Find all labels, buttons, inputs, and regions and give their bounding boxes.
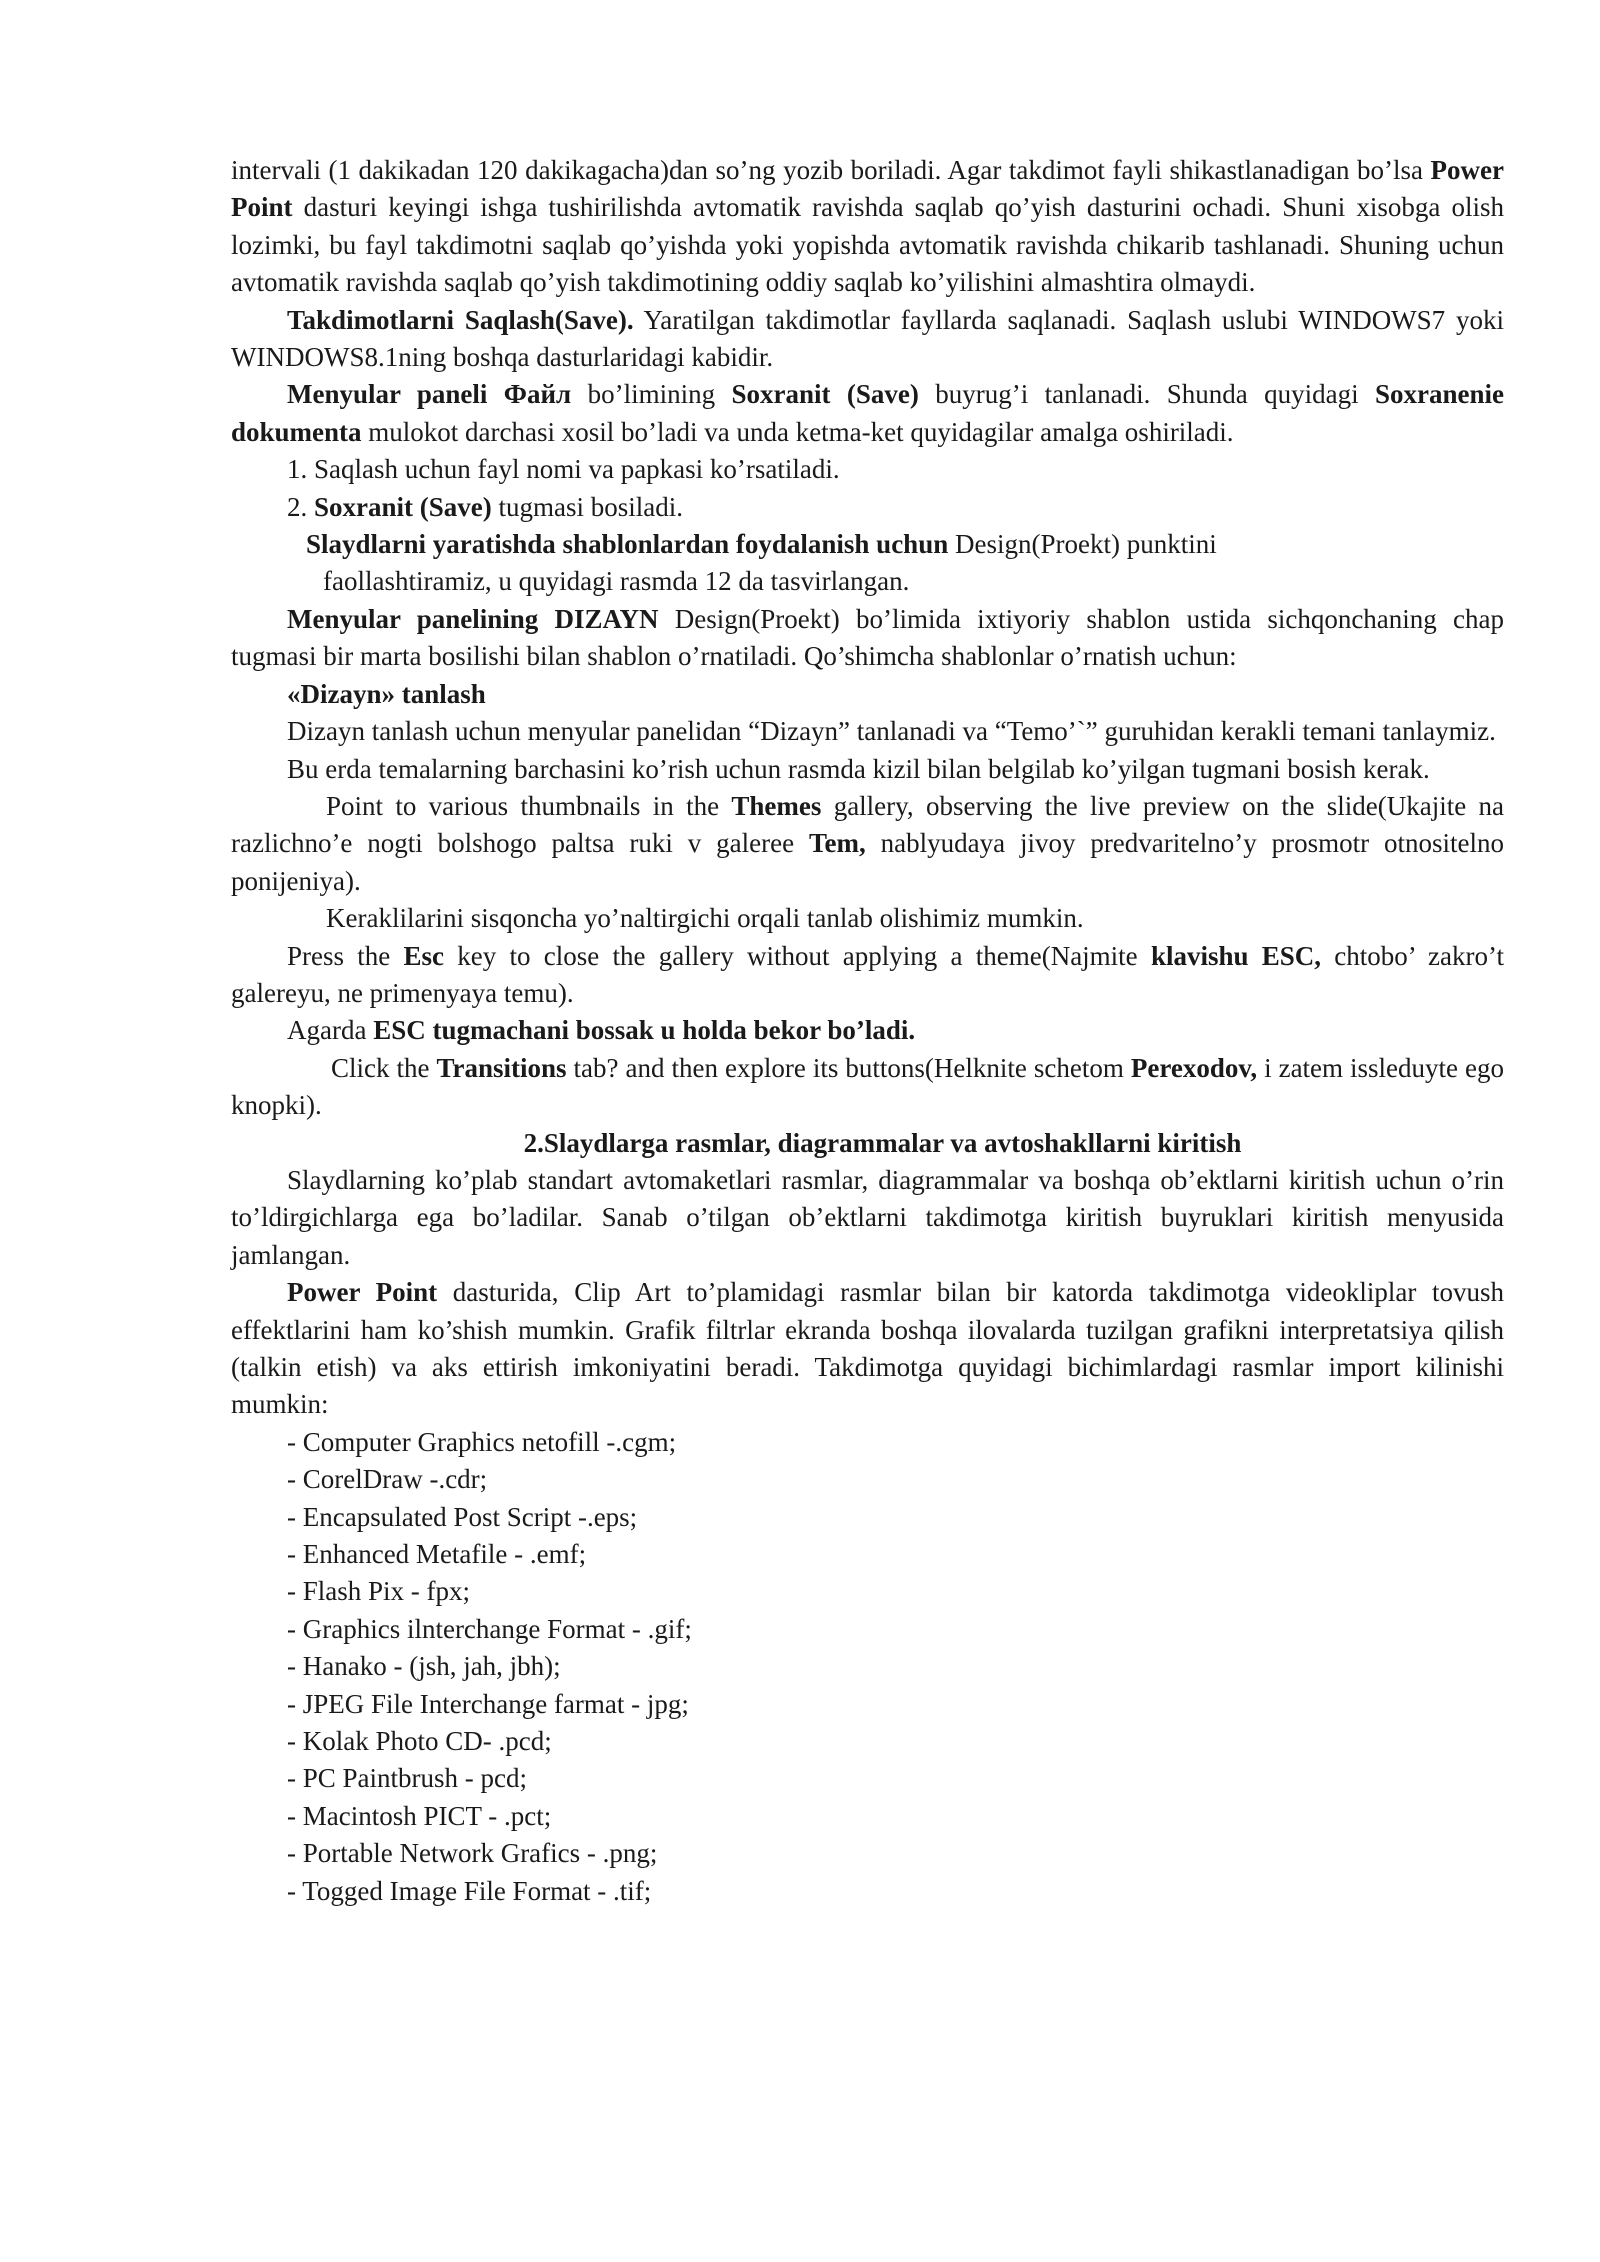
numbered-step-2: 2. Soxranit (Save) tugmasi bosiladi. bbox=[287, 491, 683, 522]
bold-term: Power Point bbox=[231, 155, 1504, 223]
paragraph-automaket: Slaydlarning ko’plab standart avtomaketlari rasmlar, diagrammalar va boshqa ob’ektlarni kiritish uchun o’rin to’ldirgichlarga ega bo’ladilar. Sanab o’tilgan ob’ektlarni takdimotga kiritish buyruklari kiritish menyusida jamlangan. bbox=[231, 1164, 1504, 1270]
paragraph-thumbnails: Point to various thumbnails in the Themes gallery, observing the live preview on the slide(Ukajite na razlichno’e nogti bolshogo paltsa ruki v galeree Tem, nablyudaya jivoy predvaritelno’y prosmotr otnositelno ponijeniya). bbox=[231, 790, 1504, 896]
list-item: - Macintosh PICT - .pct; bbox=[287, 1800, 552, 1831]
paragraph-clipart: Power Point dasturida, Clip Art to’plamidagi rasmlar bilan bir katorda takdimotga videokliplar tovush effektlarini ham ko’shish mumkin. Grafik filtrlar ekranda boshqa ilovalarda tuzilgan grafikni interpretatsiya qilish (talkin etish) va aks ettirish imkoniyatini beradi. Takdimotga quyidagi bichimlardagi rasmlar import kilinishi mumkin: bbox=[231, 1277, 1504, 1420]
list-item: - PC Paintbrush - pcd; bbox=[287, 1763, 527, 1794]
paragraph-select-mouse: Keraklilarini sisqoncha yo’naltirgichi orqali tanlab olishimiz mumkin. bbox=[326, 903, 1084, 934]
paragraph-dizayn-panel: Menyular panelining DIZAYN Design(Proekt) bo’limida ixtiyoriy shablon ustida sichqonchaning chap tugmasi bir marta bosilishi bilan shablon o’rnatiladi. Qo’shimcha shablonlar o’rnatish uchun: bbox=[231, 603, 1504, 672]
format-list bbox=[231, 1424, 1504, 1910]
section-heading: 2.Slaydlarga rasmlar, diagrammalar va avtoshakllarni kiritish bbox=[523, 1127, 1242, 1158]
paragraph-templates-cont: faollashtiramiz, u quyidagi rasmda 12 da tasvirlangan. bbox=[323, 566, 910, 597]
paragraph-menu-file: Menyular paneli Файл bo’limining Soxranit (Save) buyrug’i tanlanadi. Shunda quyidagi Soxranenie dokumenta mulokot darchasi xosil bo’ladi va unda ketma-ket quyidagilar amalga oshiriladi. bbox=[231, 379, 1504, 447]
section-term: Takdimotlarni Saqlash(Save). bbox=[287, 304, 634, 335]
list-item: - Graphics ilnterchange Format - .gif; bbox=[287, 1613, 692, 1644]
list-item: - Enhanced Metafile - .emf; bbox=[287, 1539, 587, 1570]
paragraph-themes-all: Bu erda temalarning barchasini ko’rish uchun rasmda kizil bilan belgilab ko’yilgan tugmani bosish kerak. bbox=[287, 753, 1430, 784]
list-item: - Togged Image File Format - .tif; bbox=[287, 1875, 652, 1906]
list-item: - JPEG File Interchange farmat - jpg; bbox=[287, 1688, 689, 1719]
subheading-dizayn: «Dizayn» tanlash bbox=[287, 678, 486, 709]
list-item: - Computer Graphics netofill -.cgm; bbox=[287, 1426, 677, 1457]
list-item: - CorelDraw -.cdr; bbox=[287, 1464, 488, 1495]
paragraph-dizayn-select: Dizayn tanlash uchun menyular panelidan “Dizayn” tanlanadi va “Temo’`” guruhidan kerakli temani tanlaymiz. bbox=[287, 716, 1496, 747]
paragraph-save: Takdimotlarni Saqlash(Save). Yaratilgan takdimotlar fayllarda saqlanadi. Saqlash uslubi WINDOWS7 yoki WINDOWS8.1ning boshqa dasturlaridagi kabidir. bbox=[231, 304, 1504, 373]
paragraph-templates: Slaydlarni yaratishda shablonlardan foydalanish uchun Design(Proekt) punktini bbox=[306, 529, 1217, 560]
list-item: - Encapsulated Post Script -.eps; bbox=[287, 1501, 638, 1532]
list-item: - Flash Pix - fpx; bbox=[287, 1576, 471, 1607]
paragraph-esc: Press the Esc key to close the gallery without applying a theme(Najmite klavishu ESC, chtobo’ zakro’t galereyu, ne primenyaya temu). bbox=[231, 940, 1504, 1008]
list-item: - Kolak Photo CD- .pcd; bbox=[287, 1726, 552, 1757]
list-item: - Portable Network Grafics - .png; bbox=[287, 1838, 658, 1869]
paragraph-autosave: intervali (1 dakikadan 120 dakikagacha)dan so’ng yozib boriladi. Agar takdimot fayli shikastlanadigan bo’lsa Power Point dasturi keyingi ishga tushirilishda avtomatik ravishda saqlab qo’yish dasturini ochadi. Shuni xisobga olish lozimki, bu fayl takdimotni saqlab qo’yishda yoki yopishda avtomatik ravishda chikarib tashlanadi. Shuning uchun avtomatik ravishda saqlab qo’yish takdimotining oddiy saqlab ko’yilishini almashtira olmaydi. bbox=[231, 155, 1504, 298]
numbered-step-1: 1. Saqlash uchun fayl nomi va papkasi ko’rsatiladi. bbox=[287, 454, 840, 485]
list-item: - Hanako - (jsh, jah, jbh); bbox=[287, 1651, 561, 1682]
paragraph-esc-cancel: Agarda ESC tugmachani bossak u holda bekor bo’ladi. bbox=[287, 1015, 916, 1046]
paragraph-transitions: Click the Transitions tab? and then explore its buttons(Helknite schetom Perexodov, i zatem issleduyte ego knopki). bbox=[231, 1052, 1505, 1121]
